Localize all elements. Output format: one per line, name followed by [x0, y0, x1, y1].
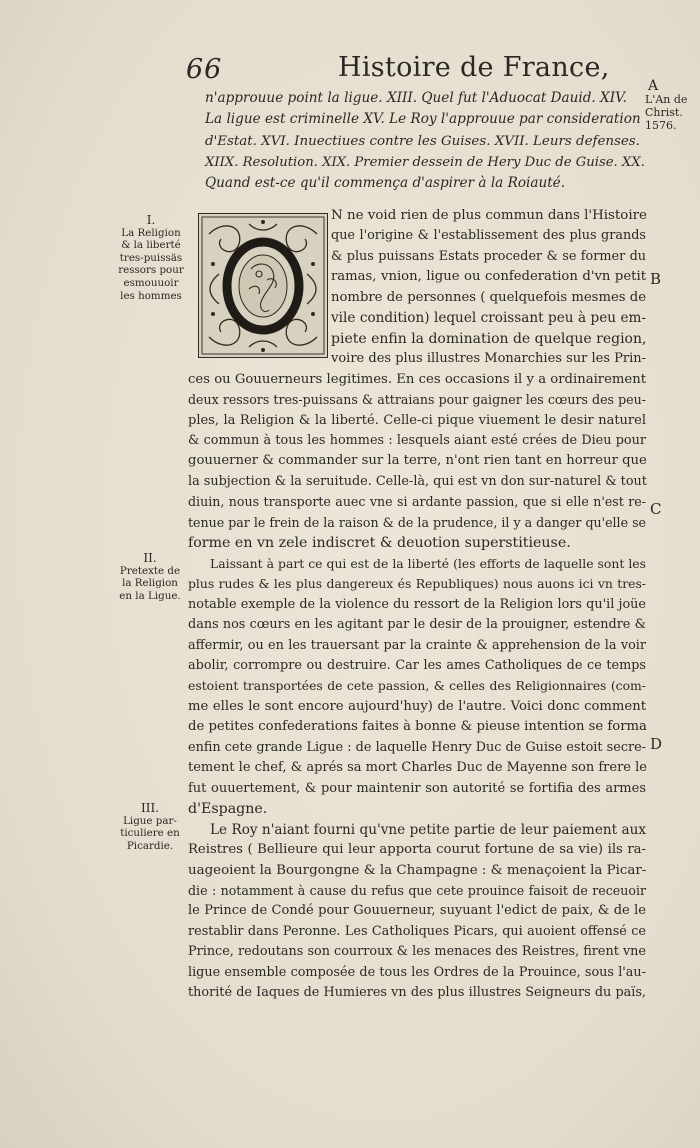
- margin-note-line: La Religion: [121, 226, 181, 239]
- margin-note-3: [112, 802, 188, 852]
- body-line: thorité de Iaques de Humieres vn des plus illustres Seigneurs du païs,: [188, 985, 646, 1001]
- summary-line: d'Estat. XVI. Inuectiues contre les Guises. XVII. Leurs defenses.: [205, 133, 640, 149]
- margin-note-line: tres-puissäs: [119, 251, 183, 264]
- running-title: Histoire de France,: [338, 52, 610, 83]
- body-line: Prince, redoutans son courroux & les menaces des Reistres, firent vne: [188, 944, 646, 960]
- body-line: uageoient la Bourgongne & la Champagne : & menaçoient la Picar-: [188, 862, 647, 878]
- body-line: me elles le sont encore aujourd'huy) de l'autre. Voici donc comment: [188, 698, 646, 714]
- margin-note-number: II.: [143, 551, 157, 565]
- body-line: deux ressors tres-puissans & attraians pour gaigner les cœurs des peu-: [188, 392, 646, 408]
- body-line: forme en vn zele indiscret & deuotion superstitieuse.: [188, 535, 571, 552]
- summary-line: n'approuue point la ligue. XIII. Quel fut l'Aduocat Dauid. XIV.: [205, 90, 627, 106]
- section-letter-b: B: [650, 270, 662, 288]
- chapter-summary: [205, 88, 645, 194]
- body-line: le Prince de Condé pour Gouuerneur, suyuant l'edict de paix, & de le: [188, 903, 646, 919]
- year-note-line: Christ.: [645, 106, 683, 119]
- body-line: Reistres ( Bellieure qui leur apporta courut fortune de sa vie) ils ra-: [188, 842, 646, 858]
- margin-note-number: III.: [140, 801, 160, 815]
- margin-note-line: ticuliere en: [120, 827, 180, 840]
- body-line: diuin, nous transporte auec vne si ardante passion, que si elle n'est re-: [188, 494, 646, 510]
- body-line: restablir dans Peronne. Les Catholiques Picars, qui auoient offensé ce: [188, 923, 646, 939]
- margin-note-line: Picardie.: [126, 839, 174, 852]
- body-line: & commun à tous les hommes : lesquels aiant esté crées de Dieu pour: [188, 432, 646, 448]
- body-line: N ne void rien de plus commun dans l'Histoire: [331, 208, 647, 223]
- page-number: 66: [186, 54, 223, 85]
- body-line: estoient transportées de cete passion, & celles des Religionnaires (com-: [188, 678, 646, 694]
- body-line: tenue par le frein de la raison & de la prudence, il y a danger qu'elle se: [188, 514, 646, 530]
- margin-note-line: Pretexte de: [119, 564, 181, 577]
- margin-note-line: esmouuoir: [123, 276, 179, 289]
- section-letter-a: A: [648, 78, 659, 94]
- body-line: enfin cete grande Ligue : de laquelle Henry Duc de Guise estoit secre-: [188, 739, 646, 755]
- body-line: voire des plus illustres Monarchies sur les Prin-: [331, 351, 647, 367]
- body-line: gouuerner & commander sur la terre, n'ont rien tant en horreur que: [188, 453, 647, 469]
- year-note-line: L'An de: [645, 93, 688, 106]
- body-line: dans nos cœurs en les agitant par le desir de la prouigner, estendre &: [188, 617, 646, 633]
- body-line: ces ou Gouuerneurs legitimes. En ces occasions il y a ordinairement: [188, 371, 646, 387]
- margin-note-line: ressors pour: [118, 264, 184, 277]
- body-line: ramas, vnion, ligue ou confederation d'vn petit: [331, 269, 646, 285]
- body-line: abolir, corrompre ou destruire. Car les ames Catholiques de ce temps: [188, 657, 646, 673]
- body-line: piete enfin la domination de quelque region,: [331, 330, 647, 347]
- margin-note-line: les hommes: [120, 289, 182, 302]
- margin-note-line: en la Ligue.: [119, 589, 181, 602]
- margin-note-line: Ligue par-: [123, 814, 177, 827]
- section-letter-d: D: [650, 735, 663, 753]
- year-note-line: 1576.: [645, 119, 677, 132]
- body-line: ples, la Religion & la liberté. Celle-ci pique viuement le desir naturel: [188, 412, 646, 428]
- summary-line: XIIX. Resolution. XIX. Premier dessein de Hery Duc de Guise. XX.: [205, 154, 645, 170]
- summary-line: Quand est-ce qu'il commença d'aspirer à la Roiauté.: [205, 175, 566, 192]
- body-line: de petites confederations faites à bonne & pieuse intention se forma: [188, 719, 647, 735]
- margin-note-line: la Religion: [122, 577, 178, 590]
- section-letter-c: C: [650, 500, 662, 518]
- body-line: la subjection & la seruitude. Celle-là, qui est vn don sur-naturel & tout: [188, 473, 647, 489]
- body-line: notable exemple de la violence du ressort de la Religion lors qu'il joüe: [188, 596, 646, 612]
- body-line: Le Roy n'aiant fourni qu'vne petite partie de leur paiement aux: [210, 821, 646, 838]
- body-line: ligue ensemble composée de tous les Ordres de la Prouince, sous l'au-: [188, 964, 646, 980]
- body-line: d'Espagne.: [188, 801, 268, 818]
- summary-line: La ligue est criminelle XV. Le Roy l'approuue par consideration: [205, 111, 641, 128]
- margin-note-1: [112, 214, 190, 302]
- body-line: & plus puissans Estats proceder & se former du: [331, 248, 646, 264]
- body-line: nombre de personnes ( quelquefois mesmes de: [331, 289, 646, 305]
- body-line: tement le chef, & aprés sa mort Charles Duc de Mayenne son frere le: [188, 760, 647, 776]
- body-line: vile condition) lequel croissant peu à peu em-: [331, 310, 646, 327]
- body-line: die : notamment à cause du refus que cete prouince faisoit de receuoir: [188, 882, 646, 898]
- body-line: que l'origine & l'establissement des plus grands: [331, 228, 646, 244]
- margin-note-number: I.: [146, 213, 156, 227]
- body-line: plus rudes & les plus dangereux és Republiques) nous auons ici vn tres-: [188, 576, 646, 592]
- body-line: fut ouuertement, & pour maintenir son autorité se fortifia des armes: [188, 780, 646, 796]
- margin-note-2: [112, 552, 188, 602]
- margin-note-line: & la liberté: [121, 239, 181, 252]
- body-line: Laissant à part ce qui est de la liberté (les efforts de laquelle sont les: [210, 555, 646, 571]
- body-line: affermir, ou en les trauersant par la crainte & apprehension de la voir: [188, 637, 646, 653]
- year-margin-note: [645, 80, 700, 132]
- body-text: [188, 206, 646, 1004]
